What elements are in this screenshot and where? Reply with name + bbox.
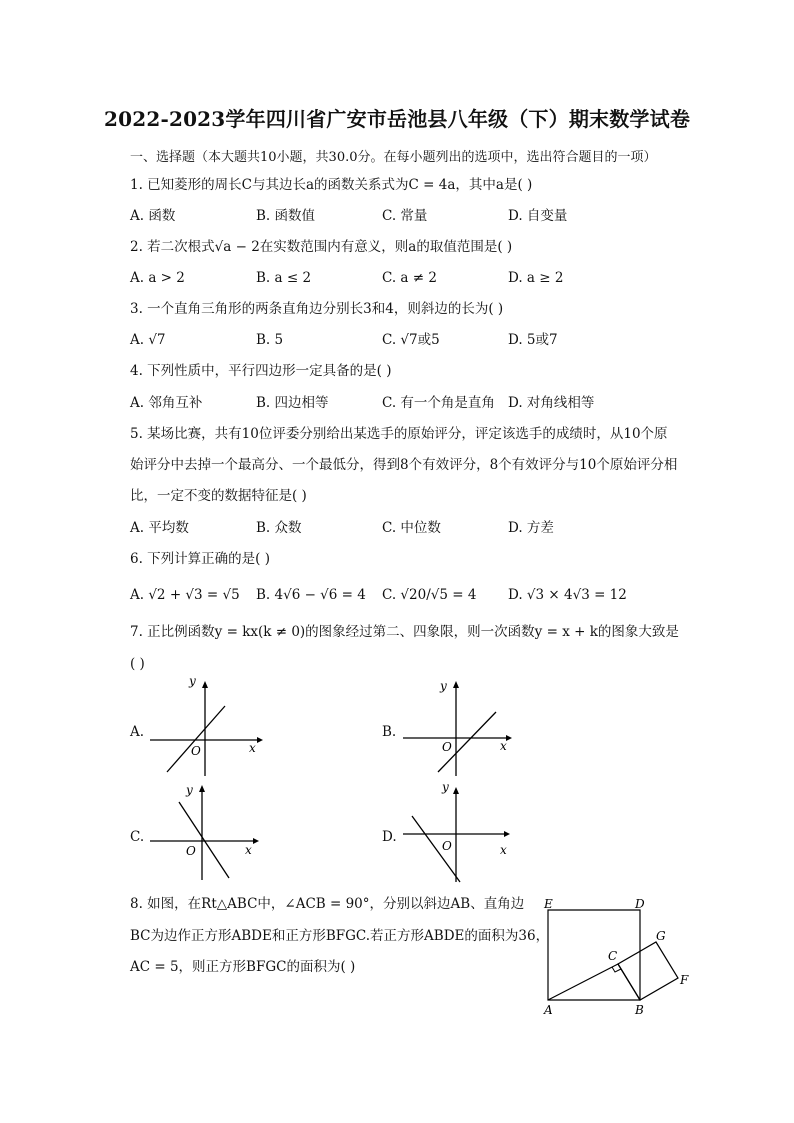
q5-option-b: B. 众数 bbox=[256, 520, 302, 536]
q5-option-a: A. 平均数 bbox=[130, 520, 189, 536]
question-7-stem-line-1: 7. 正比例函数y = kx(k ≠ 0)的图象经过第二、四象限，则一次函数y = x + k的图象大致是 bbox=[130, 624, 679, 640]
q6-option-b: B. 4√6 − √6 = 4 bbox=[256, 587, 366, 603]
q7-graph-c bbox=[145, 778, 265, 888]
q8-figure bbox=[538, 890, 698, 1020]
label-a: A bbox=[544, 1003, 553, 1017]
question-8-stem-line-2: BC为边作正方形ABDE和正方形BFGC.若正方形ABDE的面积为36， bbox=[130, 928, 550, 944]
q3-option-d: D. 5或7 bbox=[508, 332, 558, 348]
q7-b-origin-label: O bbox=[442, 740, 452, 754]
q3-option-c: C. √7或5 bbox=[382, 332, 440, 348]
q2-option-c: C. a ≠ 2 bbox=[382, 270, 437, 286]
q4-option-a: A. 邻角互补 bbox=[130, 395, 203, 411]
q7-a-origin-label: O bbox=[191, 744, 201, 758]
label-d: D bbox=[635, 897, 645, 911]
square-bfgc bbox=[618, 942, 678, 1000]
q7-d-origin-label: O bbox=[442, 839, 452, 853]
q6-option-d: D. √3 × 4√3 = 12 bbox=[508, 587, 627, 603]
question-8-stem-line-3: AC = 5，则正方形BFGC的面积为( ) bbox=[130, 959, 356, 975]
q2-option-d: D. a ≥ 2 bbox=[508, 270, 564, 286]
q3-option-b: B. 5 bbox=[256, 332, 284, 348]
q3-option-a: A. √7 bbox=[130, 332, 166, 348]
q7-c-x-label: x bbox=[245, 843, 252, 857]
q7-d-x-label: x bbox=[500, 843, 507, 857]
q2-option-b: B. a ≤ 2 bbox=[256, 270, 312, 286]
question-5-stem-line-2: 始评分中去掉一个最高分、一个最低分，得到8个有效评分，8个有效评分与10个原始评分相 bbox=[130, 457, 678, 473]
q1-option-a: A. 函数 bbox=[130, 208, 176, 224]
q2-option-a: A. a > 2 bbox=[130, 270, 185, 286]
q7-a-y-label: y bbox=[189, 676, 196, 688]
q7-option-d-label: D. bbox=[382, 829, 397, 845]
label-e: E bbox=[544, 897, 553, 911]
question-6-stem: 6. 下列计算正确的是( ) bbox=[130, 551, 270, 567]
question-7-stem-line-2: ( ) bbox=[130, 656, 145, 672]
q7-b-y-label: y bbox=[440, 679, 447, 693]
q4-option-c: C. 有一个角是直角 bbox=[382, 395, 495, 411]
question-5-stem-line-3: 比，一定不变的数据特征是( ) bbox=[130, 488, 307, 504]
label-b: B bbox=[635, 1003, 644, 1017]
q1-option-c: C. 常量 bbox=[382, 208, 428, 224]
q7-graph-a bbox=[145, 676, 265, 781]
q6-option-a: A. √2 + √3 = √5 bbox=[130, 587, 240, 603]
q7-graph-b bbox=[398, 676, 518, 781]
q5-option-d: D. 方差 bbox=[508, 520, 554, 536]
q4-option-d: D. 对角线相等 bbox=[508, 395, 595, 411]
question-8-stem-line-1: 8. 如图，在Rt△ABC中，∠ACB = 90°，分别以斜边AB、直角边 bbox=[130, 896, 525, 912]
q1-option-d: D. 自变量 bbox=[508, 208, 568, 224]
q6-option-c: C. √20/√5 = 4 bbox=[382, 587, 477, 603]
q7-c-origin-label: O bbox=[186, 844, 196, 858]
q7-option-a-label: A. bbox=[130, 724, 145, 740]
section-heading: 一、选择题（本大题共10小题，共30.0分。在每小题列出的选项中，选出符合题目的一项） bbox=[130, 150, 657, 165]
q7-graph-d bbox=[398, 778, 518, 888]
question-5-stem-line-1: 5. 某场比赛，共有10位评委分别给出某选手的原始评分，评定该选手的成绩时，从10个原 bbox=[130, 426, 668, 442]
q5-option-c: C. 中位数 bbox=[382, 520, 441, 536]
q7-c-y-label: y bbox=[186, 783, 193, 797]
label-f: F bbox=[680, 973, 689, 987]
q7-a-x-label: x bbox=[249, 741, 256, 755]
question-1-stem: 1. 已知菱形的周长C与其边长a的函数关系式为C = 4a，其中a是( ) bbox=[130, 177, 533, 193]
q7-option-b-label: B. bbox=[382, 724, 397, 740]
question-2-stem: 2. 若二次根式√a − 2在实数范围内有意义，则a的取值范围是( ) bbox=[130, 239, 513, 255]
page-title: 2022-2023学年四川省广安市岳池县八年级（下）期末数学试卷 bbox=[103, 107, 691, 131]
q4-option-b: B. 四边相等 bbox=[256, 395, 329, 411]
label-g: G bbox=[656, 929, 666, 943]
q7-d-y-label: y bbox=[442, 780, 449, 794]
q7-b-x-label: x bbox=[500, 739, 507, 753]
q1-option-b: B. 函数值 bbox=[256, 208, 316, 224]
question-4-stem: 4. 下列性质中，平行四边形一定具备的是( ) bbox=[130, 363, 392, 379]
question-3-stem: 3. 一个直角三角形的两条直角边分别长3和4，则斜边的长为( ) bbox=[130, 301, 504, 317]
label-c: C bbox=[608, 949, 618, 963]
q7-option-c-label: C. bbox=[130, 829, 145, 845]
square-abde bbox=[548, 910, 640, 1000]
